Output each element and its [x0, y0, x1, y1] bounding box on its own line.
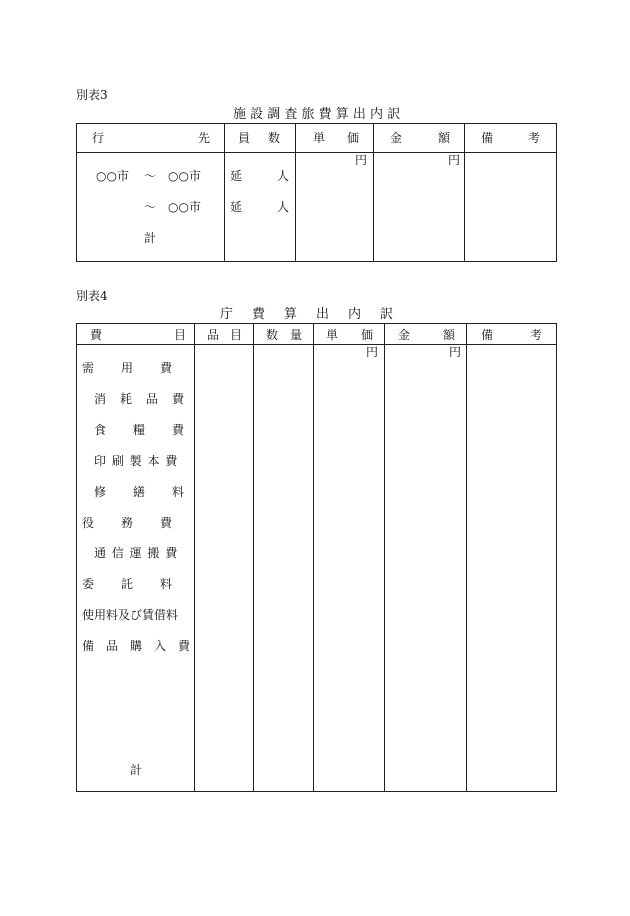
table3-header-remarks-2: 考 [528, 131, 541, 145]
table3-row2-to: ○○市 [168, 200, 201, 214]
table3-col-divider [464, 123, 465, 262]
table3-total: 計 [144, 231, 157, 245]
table3-header-amount-1: 金 [390, 131, 403, 145]
table3-yen-unitprice: 円 [355, 153, 368, 167]
table3-header-destination-1: 行 [92, 131, 105, 145]
table3-row2-ext: 延 [230, 200, 243, 214]
table4-header-quantity-2: 量 [290, 328, 303, 342]
table4-header-amount-1: 金 [398, 328, 411, 342]
table3-header-divider [76, 152, 557, 153]
table4-total: 計 [130, 763, 143, 777]
table4-item-4: 印 刷 製 本 費 [94, 454, 179, 468]
table4-col-divider [384, 323, 385, 792]
table4-item-3: 食 糧 費 [94, 423, 186, 437]
table3-header-persons-1: 員 [238, 131, 251, 145]
table4-item-8: 委 託 料 [82, 577, 174, 591]
table4-col-divider [313, 323, 314, 792]
table4-header-product-1: 品 [207, 328, 220, 342]
table4-yen-amount: 円 [449, 345, 462, 359]
table3-header-amount-2: 額 [438, 131, 451, 145]
table4-item-5: 修 繕 料 [94, 485, 186, 499]
table4-header-unitprice-2: 価 [361, 328, 374, 342]
table4-item-2: 消 耗 品 費 [94, 392, 186, 406]
table4-header-unitprice-1: 単 [326, 328, 339, 342]
table4-label: 別表4 [76, 289, 108, 303]
table4-item-7: 通 信 運 搬 費 [94, 546, 179, 560]
table4-header-quantity-1: 数 [266, 328, 279, 342]
table4-title: 庁 費 算 出 内 訳 [220, 307, 397, 322]
table4-header-item-2: 目 [174, 328, 187, 342]
table4-header-remarks-2: 考 [530, 328, 543, 342]
table4-col-divider [253, 323, 254, 792]
table3-title: 施 設 調 査 旅 費 算 出 内 訳 [233, 107, 401, 122]
table4-header-item-1: 費 [90, 328, 103, 342]
table3-row1-tilde: ～ [144, 169, 157, 183]
table3-header-unitprice-2: 価 [347, 131, 360, 145]
table3-col-divider [224, 123, 225, 262]
table4-col-divider [194, 323, 195, 792]
table4-item-9: 使用料及び賃借料 [82, 608, 179, 622]
table3-header-unitprice-1: 単 [313, 131, 326, 145]
table4-item-10: 備 品 購 入 費 [82, 639, 191, 653]
table3-header-persons-2: 数 [268, 131, 281, 145]
table3-row1-to: ○○市 [168, 169, 201, 183]
table3-col-divider [373, 123, 374, 262]
table4-item-6: 役 務 費 [82, 516, 174, 530]
table3-header-remarks-1: 備 [481, 131, 494, 145]
table4-yen-unitprice: 円 [366, 345, 379, 359]
table3-row1-person: 人 [277, 169, 290, 183]
table4-header-amount-2: 額 [443, 328, 456, 342]
table3-yen-amount: 円 [448, 153, 461, 167]
table3-label: 別表3 [76, 88, 108, 102]
table4-col-divider [466, 323, 467, 792]
table4-item-1: 需 用 費 [82, 361, 174, 375]
table4-header-product-2: 目 [230, 328, 243, 342]
table3-col-divider [295, 123, 296, 262]
table4-header-divider [76, 344, 557, 345]
table3-row2-tilde: ～ [144, 200, 157, 214]
table3-row1-ext: 延 [230, 169, 243, 183]
table3-row1-from: ○○市 [96, 169, 129, 183]
table4-header-remarks-1: 備 [481, 328, 494, 342]
table3-header-destination-2: 先 [198, 131, 211, 145]
table3-row2-person: 人 [277, 200, 290, 214]
